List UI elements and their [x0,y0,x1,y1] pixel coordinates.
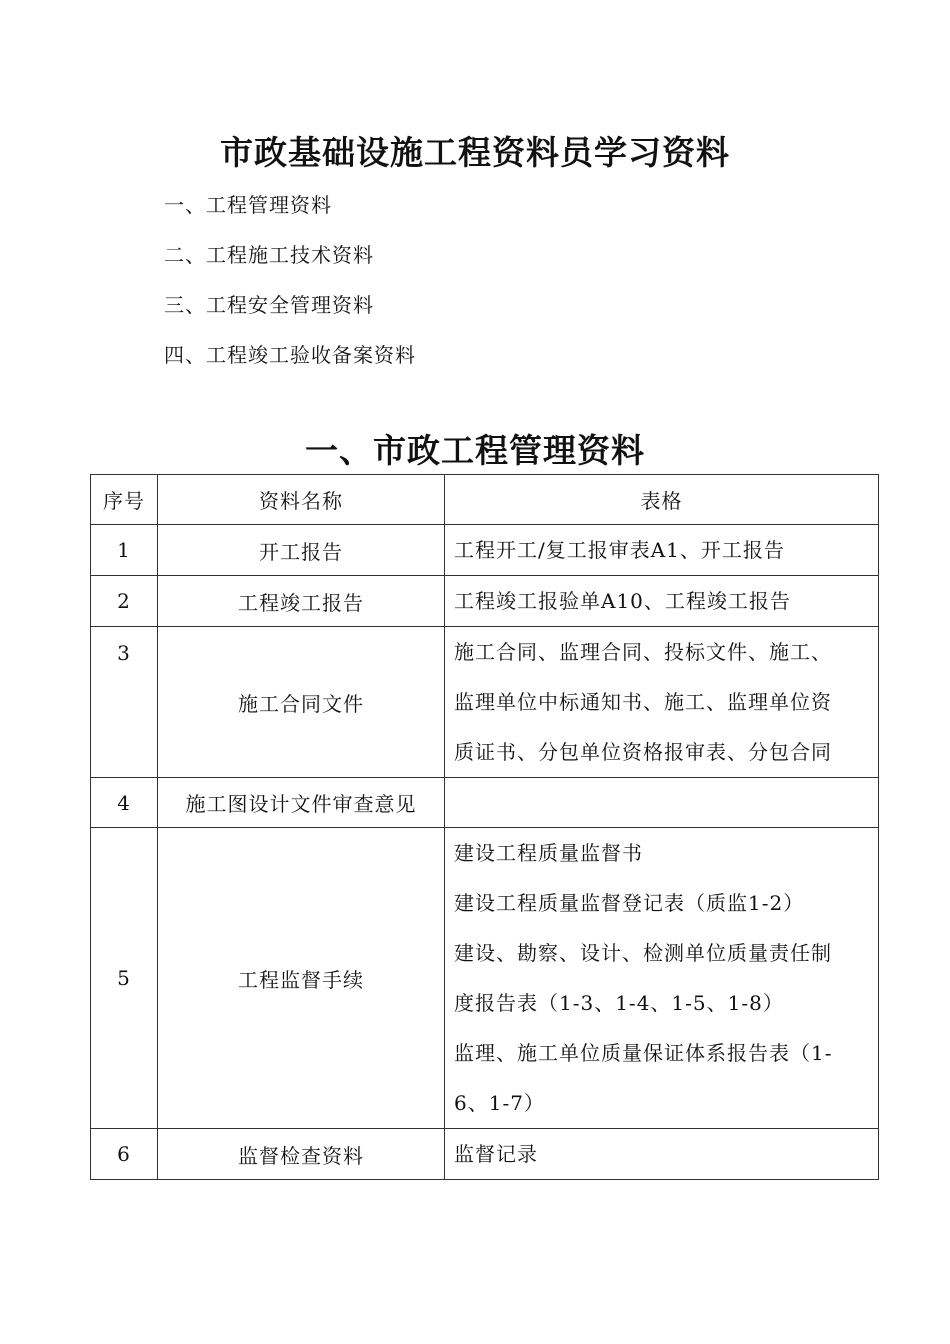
form-line: 监理单位中标通知书、施工、监理单位资 [454,690,832,714]
row-name: 施工图设计文件审查意见 [158,778,445,828]
table-header-row [91,475,879,525]
header-name: 资料名称 [158,475,445,525]
table-row [91,627,879,778]
row-name: 工程竣工报告 [158,576,445,627]
row-forms [445,576,879,627]
form-line: 质证书、分包单位资格报审表、分包合同 [454,740,832,764]
toc-item: 一、工程管理资料 [164,193,332,217]
row-forms [445,627,879,778]
form-line: 工程开工/复工报审表A1、开工报告 [454,538,785,562]
row-number: 2 [91,576,158,627]
management-documents-table [90,474,879,1180]
row-forms [445,778,879,828]
form-line: 6、1-7） [454,1091,545,1115]
form-line: 建设工程质量监督登记表（质监1-2） [454,891,805,915]
row-forms [445,525,879,576]
row-number: 4 [91,778,158,828]
table-row [91,828,879,1129]
row-name: 开工报告 [158,525,445,576]
table-of-contents [164,180,416,380]
row-number: 1 [91,525,158,576]
document-title: 市政基础设施工程资料员学习资料 [220,133,730,172]
row-name: 监督检查资料 [158,1129,445,1180]
section-title: 一、市政工程管理资料 [305,431,645,470]
row-name: 工程监督手续 [158,828,445,1129]
table-row [91,778,879,828]
form-line: 施工合同、监理合同、投标文件、施工、 [454,640,832,664]
row-name: 施工合同文件 [158,627,445,778]
row-number: 5 [91,828,158,1129]
toc-item: 二、工程施工技术资料 [164,243,374,267]
form-line: 监督记录 [454,1142,538,1166]
form-line: 度报告表（1-3、1-4、1-5、1-8） [454,991,784,1015]
form-line: 建设、勘察、设计、检测单位质量责任制 [454,941,832,965]
row-number: 6 [91,1129,158,1180]
form-line: 建设工程质量监督书 [454,841,643,865]
table-row [91,576,879,627]
toc-item: 三、工程安全管理资料 [164,293,374,317]
toc-item: 四、工程竣工验收备案资料 [164,343,416,367]
form-line: 工程竣工报验单A10、工程竣工报告 [454,589,791,613]
row-forms [445,1129,879,1180]
table-row [91,1129,879,1180]
row-number: 3 [91,627,158,778]
table-row [91,525,879,576]
row-forms [445,828,879,1129]
header-forms: 表格 [445,475,879,525]
header-number: 序号 [91,475,158,525]
form-line: 监理、施工单位质量保证体系报告表（1- [454,1041,833,1065]
